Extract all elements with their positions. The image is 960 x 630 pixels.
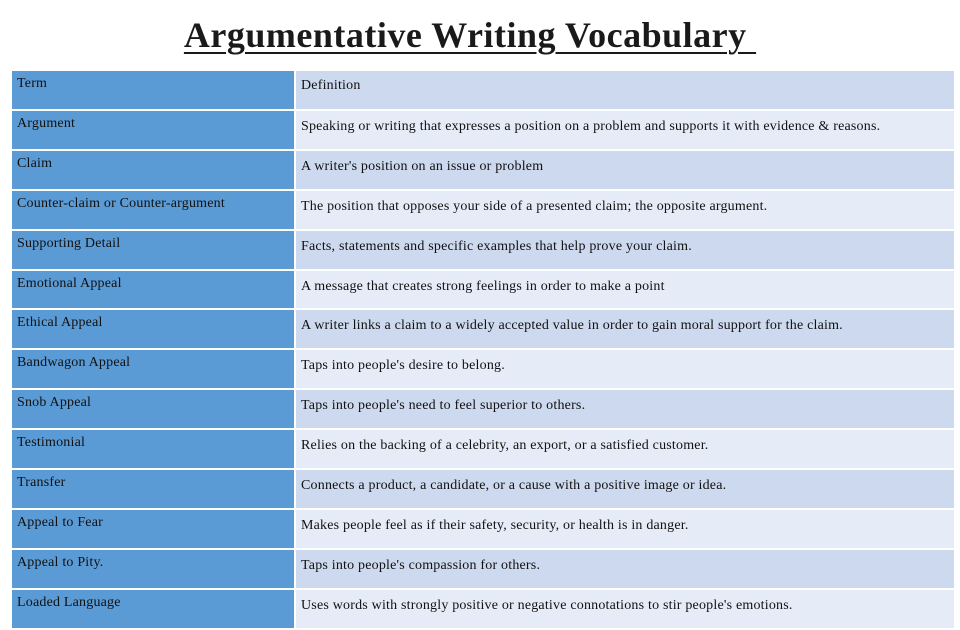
table-row (12, 550, 954, 590)
term-column-header: Term (12, 71, 296, 111)
vocabulary-table-body (12, 71, 954, 630)
term-cell: Transfer (12, 470, 296, 510)
definition-cell: Facts, statements and specific examples that help prove your claim. (296, 231, 954, 271)
table-row (12, 191, 954, 231)
table-row (12, 350, 954, 390)
term-cell: Emotional Appeal (12, 271, 296, 311)
definition-cell: Taps into people's need to feel superior to others. (296, 390, 954, 430)
vocabulary-table (12, 71, 954, 630)
definition-column-header: Definition (296, 71, 954, 111)
definition-cell: A message that creates strong feelings in order to make a point (296, 271, 954, 311)
slide-title (0, 14, 940, 56)
definition-cell: A writer links a claim to a widely accepted value in order to gain moral support for the claim. (296, 310, 954, 350)
table-row (12, 151, 954, 191)
table-row (12, 111, 954, 151)
definition-cell: Taps into people's compassion for others. (296, 550, 954, 590)
table-row (12, 430, 954, 470)
definition-cell: A writer's position on an issue or problem (296, 151, 954, 191)
slide-title-text: Argumentative Writing Vocabulary (183, 15, 757, 55)
table-row (12, 590, 954, 630)
table-row (12, 470, 954, 510)
table-row (12, 310, 954, 350)
table-row (12, 390, 954, 430)
term-cell: Snob Appeal (12, 390, 296, 430)
definition-cell: Taps into people's desire to belong. (296, 350, 954, 390)
definition-cell: The position that opposes your side of a presented claim; the opposite argument. (296, 191, 954, 231)
term-cell: Ethical Appeal (12, 310, 296, 350)
definition-cell: Connects a product, a candidate, or a cause with a positive image or idea. (296, 470, 954, 510)
term-cell: Testimonial (12, 430, 296, 470)
term-cell: Appeal to Fear (12, 510, 296, 550)
term-cell: Bandwagon Appeal (12, 350, 296, 390)
table-row (12, 231, 954, 271)
term-cell: Counter-claim or Counter-argument (12, 191, 296, 231)
table-header-row (12, 71, 954, 111)
term-cell: Claim (12, 151, 296, 191)
table-row (12, 510, 954, 550)
definition-cell: Speaking or writing that expresses a position on a problem and supports it with evidence & reasons. (296, 111, 954, 151)
term-cell: Loaded Language (12, 590, 296, 630)
definition-cell: Uses words with strongly positive or negative connotations to stir people's emotions. (296, 590, 954, 630)
definition-cell: Makes people feel as if their safety, security, or health is in danger. (296, 510, 954, 550)
table-row (12, 271, 954, 311)
term-cell: Appeal to Pity. (12, 550, 296, 590)
term-cell: Argument (12, 111, 296, 151)
definition-cell: Relies on the backing of a celebrity, an export, or a satisfied customer. (296, 430, 954, 470)
term-cell: Supporting Detail (12, 231, 296, 271)
